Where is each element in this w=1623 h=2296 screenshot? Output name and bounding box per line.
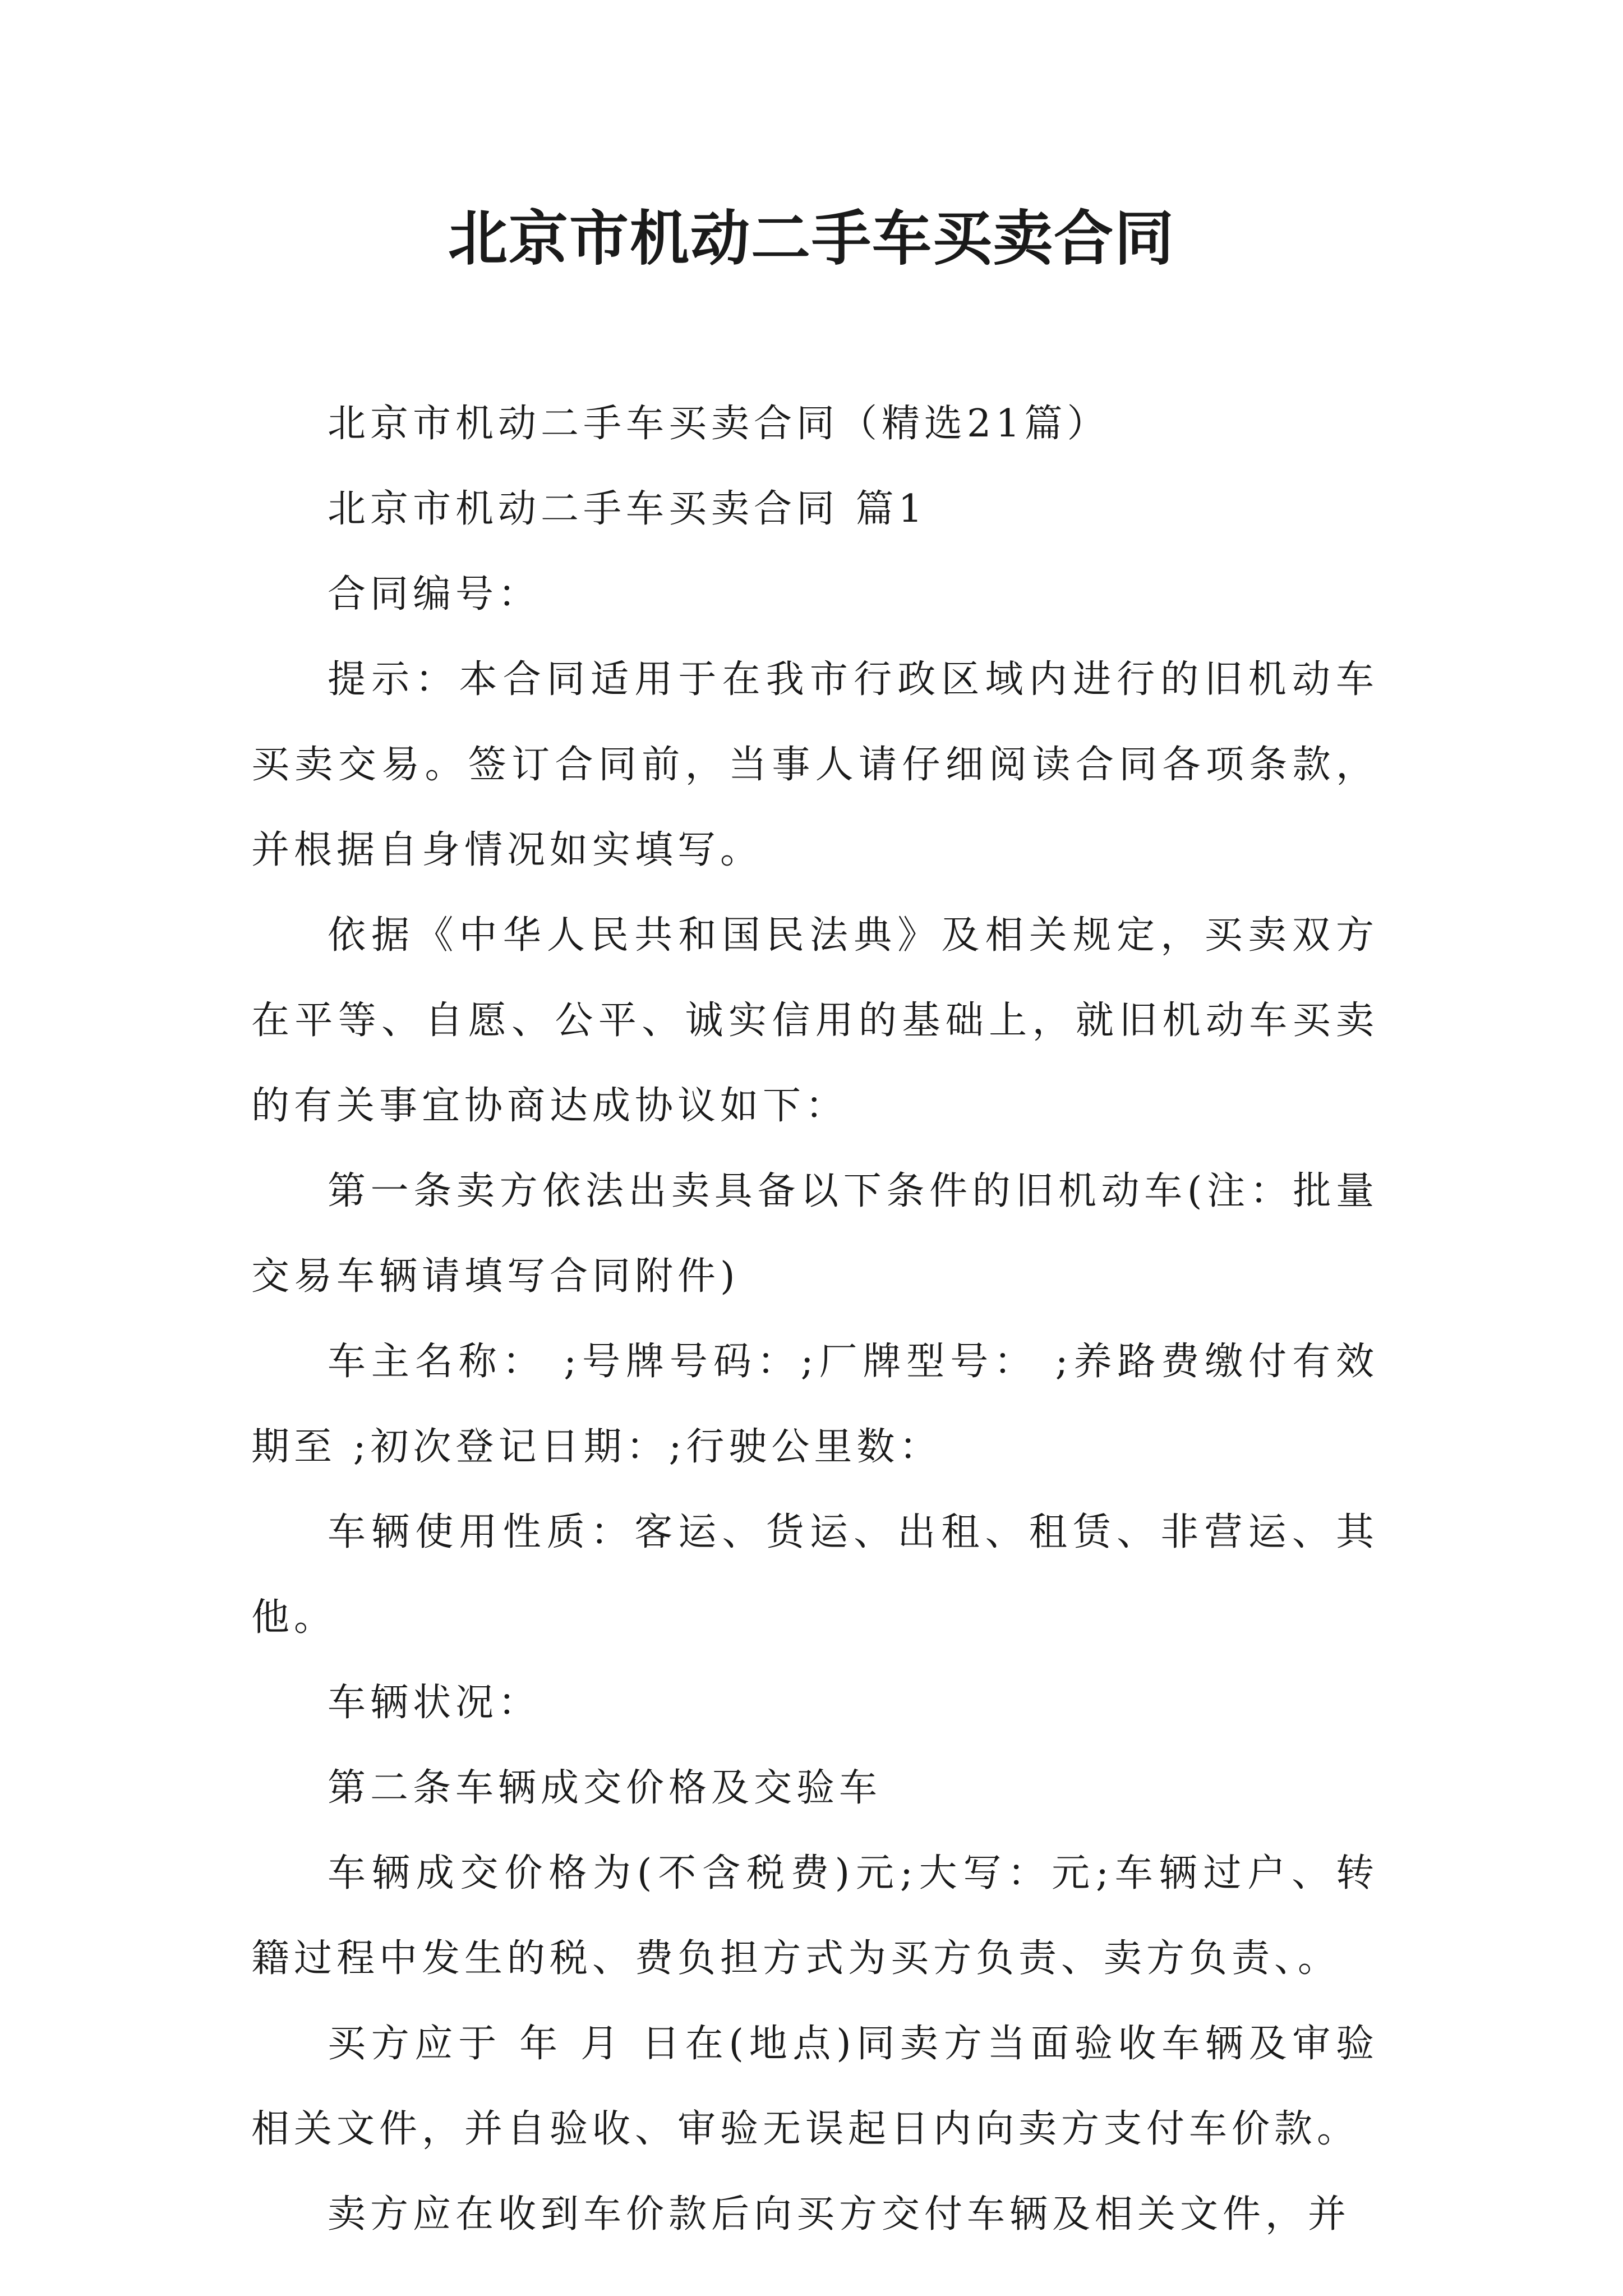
paragraph-section-heading: 北京市机动二手车买卖合同 篇1	[328, 487, 927, 531]
paragraph-vehicle-usage: 车辆使用性质：客运、货运、出租、租赁、非营运、其他。	[251, 1510, 1378, 1640]
paragraph-contract-number: 合同编号：	[328, 572, 541, 616]
paragraph-vehicle-condition: 车辆状况：	[328, 1681, 541, 1725]
paragraph-inspection: 买方应于 年 月 日在(地点)同卖方当面验收车辆及审验相关文件，并自验收、审验无误起日内向卖方支付车价款。	[251, 2022, 1378, 2151]
paragraph-article-2: 第二条车辆成交价格及交验车	[328, 1766, 882, 1810]
paragraph-collection-title: 北京市机动二手车买卖合同（精选21篇）	[328, 402, 1110, 446]
paragraph-delivery: 卖方应在收到车价款后向买方交付车辆及相关文件，并	[328, 2192, 1351, 2237]
paragraph-article-1: 第一条卖方依法出卖具备以下条件的旧机动车(注：批量交易车辆请填写合同附件)	[251, 1169, 1378, 1299]
paragraph-legal-basis: 依据《中华人民共和国民法典》及相关规定，买卖双方在平等、自愿、公平、诚实信用的基础上，就旧机动车买卖的有关事宜协商达成协议如下：	[251, 913, 1378, 1128]
paragraph-notice: 提示：本合同适用于在我市行政区域内进行的旧机动车买卖交易。签订合同前，当事人请仔细阅读合同各项条款，并根据自身情况如实填写。	[251, 657, 1378, 872]
document-title: 北京市机动二手车买卖合同	[448, 203, 1175, 273]
document-body	[251, 381, 1378, 2257]
paragraph-price: 车辆成交价格为(不含税费)元;大写：元;车辆过户、转籍过程中发生的税、费负担方式为买方负责、卖方负责、。	[251, 1851, 1378, 1981]
paragraph-vehicle-info: 车主名称： ;号牌号码：;厂牌型号： ;养路费缴付有效期至 ;初次登记日期：;行驶公里数：	[251, 1340, 1378, 1469]
